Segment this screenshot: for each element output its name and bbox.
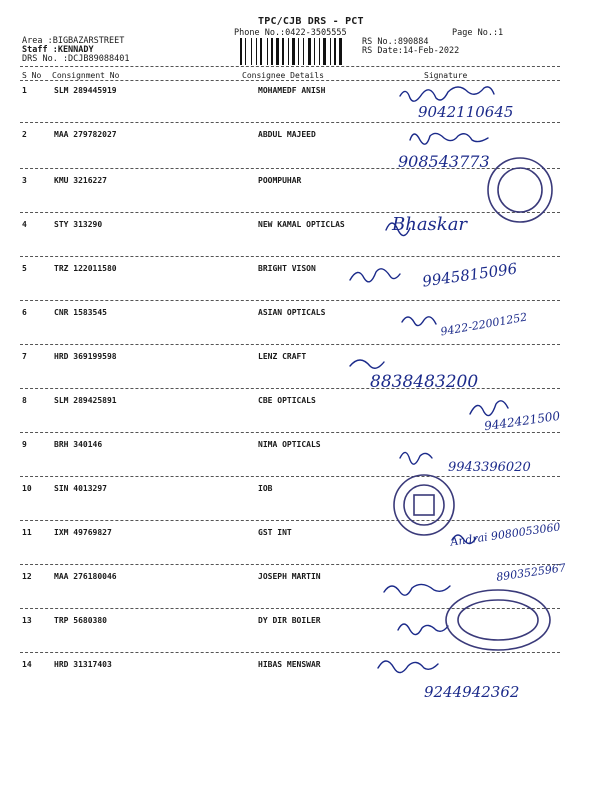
signature-mark bbox=[398, 624, 448, 635]
handwritten-phone: 9244942362 bbox=[424, 683, 520, 701]
row-consignment: IXM 49769827 bbox=[54, 528, 112, 537]
signature-mark bbox=[452, 535, 476, 544]
row-consignment: MAA 276180046 bbox=[54, 572, 117, 581]
handwritten-phone: 8903525967 bbox=[495, 561, 567, 584]
signature-mark bbox=[402, 317, 436, 326]
row-consignment: KMU 3216227 bbox=[54, 176, 107, 185]
sheet-title: TPC/CJB DRS - PCT bbox=[258, 16, 364, 27]
col-header-consignment: Consignment No bbox=[52, 71, 120, 80]
handwritten-phone: 9042110645 bbox=[418, 103, 514, 121]
page-number: Page No.:1 bbox=[452, 28, 504, 38]
signature-mark bbox=[384, 584, 450, 595]
rs-number: RS No.:890884 bbox=[362, 37, 429, 47]
col-header-signature: Signature bbox=[424, 71, 468, 80]
row-consignment: STY 313290 bbox=[54, 220, 103, 229]
row-sno: 14 bbox=[22, 660, 32, 669]
row-sno: 10 bbox=[22, 484, 32, 493]
row-consignee: DY DIR BOILER bbox=[258, 616, 321, 625]
row-consignment: TRZ 122011580 bbox=[54, 264, 117, 273]
handwritten-phone: 9943396020 bbox=[448, 460, 531, 475]
row-consignee: JOSEPH MARTIN bbox=[258, 572, 321, 581]
row-consignee: MOHAMEDF ANISH bbox=[258, 86, 326, 95]
staff-field: Staff :KENNADY bbox=[22, 45, 94, 55]
row-consignment: HRD 31317403 bbox=[54, 660, 112, 669]
stamp-emblem bbox=[414, 495, 434, 515]
row-consignee: ABDUL MAJEED bbox=[258, 130, 316, 139]
stamp-circle bbox=[404, 485, 444, 525]
row-consignee: BRIGHT VISON bbox=[258, 264, 316, 273]
row-sno: 13 bbox=[22, 616, 32, 625]
row-sno: 3 bbox=[22, 176, 27, 185]
stamp-circle bbox=[458, 600, 538, 640]
row-sno: 6 bbox=[22, 308, 27, 317]
row-consignee: POOMPUHAR bbox=[258, 176, 302, 185]
signature-mark bbox=[378, 661, 438, 673]
row-consignee: NIMA OPTICALS bbox=[258, 440, 321, 449]
row-consignee: HIBAS MENSWAR bbox=[258, 660, 321, 669]
handwritten-phone: 9442421500 bbox=[483, 408, 561, 434]
handwritten-phone: 9945815096 bbox=[421, 259, 519, 291]
signature-mark bbox=[386, 223, 410, 236]
handwritten-phone: 908543773 bbox=[398, 152, 490, 171]
stamp-circle bbox=[446, 590, 550, 650]
row-consignee: LENZ CRAFT bbox=[258, 352, 307, 361]
row-sno: 8 bbox=[22, 396, 27, 405]
row-sno: 9 bbox=[22, 440, 27, 449]
row-consignment: SIN 4013297 bbox=[54, 484, 107, 493]
handwritten-name: Bhaskar bbox=[392, 214, 468, 235]
row-consignee: IOB bbox=[258, 484, 273, 493]
row-consignment: TRP 5680380 bbox=[54, 616, 107, 625]
signature-mark bbox=[350, 269, 400, 282]
signature-mark bbox=[410, 133, 488, 144]
col-header-consignee: Consignee Details bbox=[242, 71, 324, 80]
col-header-sno: S No bbox=[22, 71, 42, 80]
row-sno: 2 bbox=[22, 130, 27, 139]
row-consignment: MAA 279782027 bbox=[54, 130, 117, 139]
stamp-circle bbox=[394, 475, 454, 535]
signature-mark bbox=[470, 401, 508, 416]
phone-number: Phone No.:0422-3505555 bbox=[234, 28, 347, 38]
row-consignment: BRH 340146 bbox=[54, 440, 103, 449]
drs-number: DRS No. :DCJB89088401 bbox=[22, 54, 130, 64]
rs-date: RS Date:14-Feb-2022 bbox=[362, 46, 460, 56]
row-consignee: GST INT bbox=[258, 528, 292, 537]
row-consignment: HRD 369199598 bbox=[54, 352, 117, 361]
handwritten-phone: 9422-22001252 bbox=[439, 310, 529, 339]
signature-mark bbox=[400, 87, 494, 101]
row-sno: 12 bbox=[22, 572, 32, 581]
row-sno: 5 bbox=[22, 264, 27, 273]
row-consignment: SLM 289445919 bbox=[54, 86, 117, 95]
row-sno: 7 bbox=[22, 352, 27, 361]
row-consignee: ASIAN OPTICALS bbox=[258, 308, 326, 317]
area-field: Area :BIGBAZARSTREET bbox=[22, 36, 125, 46]
handwritten-phone: 8838483200 bbox=[370, 372, 479, 392]
row-sno: 11 bbox=[22, 528, 32, 537]
signature-mark bbox=[350, 360, 384, 368]
signature-mark bbox=[400, 452, 432, 464]
row-consignee: NEW KAMAL OPTICLAS bbox=[258, 220, 345, 229]
stamp-circle bbox=[498, 168, 542, 212]
handwritten-phone: Andrai 9080053060 bbox=[449, 520, 562, 549]
row-sno: 1 bbox=[22, 86, 27, 95]
row-consignee: CBE OPTICALS bbox=[258, 396, 316, 405]
row-consignment: CNR 1583545 bbox=[54, 308, 107, 317]
row-sno: 4 bbox=[22, 220, 27, 229]
row-consignment: SLM 289425891 bbox=[54, 396, 117, 405]
